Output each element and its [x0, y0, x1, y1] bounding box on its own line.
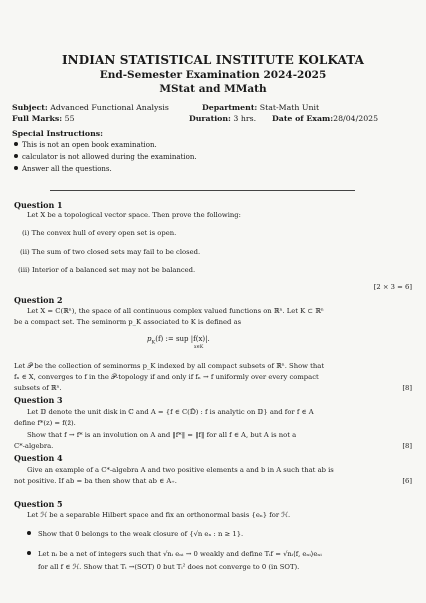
full-marks-field — [12, 114, 75, 123]
institute-name: INDIAN STATISTICAL INSTITUTE KOLKATA — [61, 53, 365, 67]
instruction-item: calculator is not allowed during the examination. — [14, 153, 197, 161]
question-1-heading: Question 1 — [14, 200, 63, 210]
subject-label: Subject: — [12, 103, 48, 112]
bullet-icon — [27, 551, 31, 555]
question-1-intro: Let X be a topological vector space. Then prove the following: — [27, 211, 241, 219]
bullet-icon — [14, 142, 18, 146]
full-marks-value: 55 — [64, 114, 75, 123]
bullet-icon — [27, 531, 31, 535]
instruction-item: Answer all the questions. — [14, 165, 112, 173]
exam-date-label: Date of Exam: — [272, 114, 334, 123]
question-2-text: Let 𝒫 be the collection of seminorms p_K indexed by all compact subsets of ℝⁿ. Show that — [14, 362, 325, 370]
question-2-heading: Question 2 — [14, 295, 63, 305]
question-4-text: not positive. If ab = ba then show that ab ∈ A₊. — [14, 477, 177, 485]
subject-field — [12, 103, 169, 112]
question-3-text: Let 𝔻 denote the unit disk in ℂ and A = {f ∈ C(𝔻̄) : f is analytic on 𝔻} and for f ∈ A — [27, 408, 314, 416]
bullet-icon — [14, 154, 18, 158]
instruction-item: This is not an open book examination. — [14, 141, 157, 149]
question-1-part: (iii) Interior of a balanced set may not be balanced. — [18, 266, 196, 274]
duration-field — [189, 114, 256, 123]
exam-date-value: 28/04/2025 — [333, 114, 379, 123]
question-3-text: C*-algebra. — [14, 442, 54, 450]
exam-title: End-Semester Examination 2024-2025 — [99, 69, 327, 81]
instructions-heading: Special Instructions: — [12, 129, 104, 138]
question-1-marks: [2 × 3 = 6] — [373, 283, 412, 291]
exam-date-field — [272, 114, 378, 123]
question-2-text: fₙ ∈ X, converges to f in the 𝒫-topology if and only if fₙ → f uniformly over every compact — [14, 373, 319, 381]
full-marks-label: Full Marks: — [12, 114, 63, 123]
bullet-icon — [14, 166, 18, 170]
question-5-bullet: Let nᵢ be a net of integers such that √nᵢ eₙᵢ → 0 weakly and define Tᵢf = √nᵢ⟨f, eₙᵢ⟩eₙᵢ — [27, 550, 322, 558]
department-value: Stat-Math Unit — [259, 103, 320, 112]
duration-label: Duration: — [189, 114, 231, 123]
question-5-text: Let ℋ be a separable Hilbert space and fix an orthonormal basis {eₙ} for ℋ. — [27, 511, 291, 519]
question-2-marks: [8] — [402, 384, 412, 392]
seminorm-formula-subscript: x∈K — [194, 345, 204, 350]
question-3-marks: [8] — [402, 442, 412, 450]
seminorm-formula: $p_K(f)$ := sup |f(x)|. — [147, 335, 210, 346]
question-3-heading: Question 3 — [14, 395, 63, 405]
question-5-text: for all f ∈ ℋ. Show that Tᵢ →(SOT) 0 but Tᵢ² does not converge to 0 (in SOT). — [38, 563, 300, 571]
question-4-text: Give an example of a C*-algebra A and two positive elements a and b in A such that ab is — [27, 466, 334, 474]
department-field — [202, 103, 319, 112]
subject-value: Advanced Functional Analysis — [50, 103, 169, 112]
department-label: Department: — [202, 103, 258, 112]
question-4-heading: Question 4 — [14, 453, 63, 463]
question-2-text: subsets of ℝⁿ. — [14, 384, 62, 392]
question-3-text: define f*(z) = f(z̄). — [14, 419, 76, 427]
question-2-text: be a compact set. The seminorm p_K associated to K is defined as — [14, 318, 242, 326]
section-divider — [50, 190, 355, 191]
program-name: MStat and MMath — [159, 83, 267, 95]
question-3-text: Show that f → f* is an involution on A and ‖f*‖ = ‖f‖ for all f ∈ A, but A is not a — [27, 431, 297, 439]
question-2-text: Let X = C(ℝⁿ), the space of all continuous complex valued functions on ℝⁿ. Let K ⊂ ℝⁿ — [27, 307, 324, 315]
question-1-part: (i) The convex hull of every open set is open. — [22, 229, 177, 237]
question-4-marks: [6] — [402, 477, 412, 485]
question-1-part: (ii) The sum of two closed sets may fail to be closed. — [20, 248, 201, 256]
question-5-heading: Question 5 — [14, 499, 63, 509]
question-5-bullet: Show that 0 belongs to the weak closure of {√n eₙ : n ≥ 1}. — [27, 530, 243, 538]
duration-value: 3 hrs. — [233, 114, 257, 123]
